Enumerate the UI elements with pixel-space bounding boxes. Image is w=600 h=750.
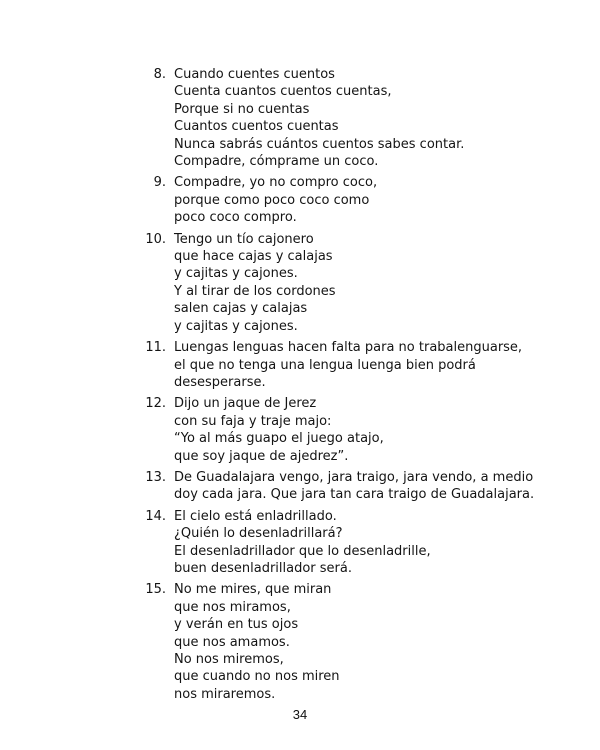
list-item xyxy=(132,174,552,226)
list-item xyxy=(132,469,552,504)
item-number: 11. xyxy=(145,340,166,356)
list-item xyxy=(132,339,552,391)
item-number: 9. xyxy=(153,175,166,191)
text-line: que cuando no nos miren xyxy=(174,669,340,685)
item-text xyxy=(174,395,552,465)
item-number: 15. xyxy=(145,582,166,598)
text-line: que nos amamos. xyxy=(174,634,290,650)
text-line: que nos miramos, xyxy=(174,599,291,615)
text-line: que hace cajas y calajas xyxy=(174,249,333,265)
item-text xyxy=(174,339,552,391)
text-line: nos miraremos. xyxy=(174,686,276,702)
text-line: desesperarse. xyxy=(174,374,266,390)
list-item xyxy=(132,231,552,335)
text-line: el que no tenga una lengua luenga bien podrá xyxy=(174,357,476,373)
item-number: 14. xyxy=(145,508,166,524)
text-line: porque como poco coco como xyxy=(174,192,370,208)
text-line: y verán en tus ojos xyxy=(174,617,299,633)
list-item xyxy=(132,66,552,170)
text-line: Dijo un jaque de Jerez xyxy=(174,396,317,412)
text-line: “Yo al más guapo el juego atajo, xyxy=(174,431,384,447)
item-number: 12. xyxy=(145,396,166,412)
text-line: poco coco compro. xyxy=(174,210,297,226)
item-text xyxy=(174,231,552,335)
text-line: Compadre, cómprame un coco. xyxy=(174,154,379,170)
text-line: Cuando cuentes cuentos xyxy=(174,67,335,82)
text-line: El desenladrillador que lo desenladrille, xyxy=(174,543,431,559)
text-line: Porque si no cuentas xyxy=(174,101,310,117)
list-item xyxy=(132,395,552,465)
text-line: Cuantos cuentos cuentas xyxy=(174,119,339,135)
text-line: Nunca sabrás cuántos cuentos sabes contar. xyxy=(174,136,465,152)
text-line: con su faja y traje majo: xyxy=(174,413,332,429)
text-line: y cajitas y cajones. xyxy=(174,266,298,282)
item-text xyxy=(174,508,552,578)
item-number: 10. xyxy=(145,231,166,247)
item-number: 8. xyxy=(153,67,166,82)
text-line: Luengas lenguas hacen falta para no trabalenguarse, xyxy=(174,340,523,356)
text-line: que soy jaque de ajedrez”. xyxy=(174,448,349,464)
text-line: De Guadalajara vengo, jara traigo, jara vendo, a medio xyxy=(174,469,534,485)
text-line: salen cajas y calajas xyxy=(174,301,308,317)
item-text xyxy=(174,66,552,170)
text-line: No nos miremos, xyxy=(174,652,284,667)
item-text xyxy=(174,174,552,226)
tongue-twister-list xyxy=(132,66,552,707)
text-line: y cajitas y cajones. xyxy=(174,318,298,334)
text-line: No me mires, que miran xyxy=(174,582,332,598)
page-number: 34 xyxy=(292,707,308,722)
item-number: 13. xyxy=(145,469,166,485)
text-line: Cuenta cuantos cuentos cuentas, xyxy=(174,84,392,100)
text-line: ¿Quién lo desenladrillará? xyxy=(174,526,343,542)
text-line: doy cada jara. Que jara tan cara traigo de Guadalajara. xyxy=(174,487,535,503)
list-item xyxy=(132,581,552,703)
list-item xyxy=(132,508,552,578)
text-line: El cielo está enladrillado. xyxy=(174,508,337,524)
text-line: buen desenladrillador será. xyxy=(174,560,352,576)
text-line: Compadre, yo no compro coco, xyxy=(174,175,378,191)
item-text xyxy=(174,469,552,504)
item-text xyxy=(174,581,552,703)
text-line: Tengo un tío cajonero xyxy=(174,231,314,247)
text-line: Y al tirar de los cordones xyxy=(174,283,336,299)
